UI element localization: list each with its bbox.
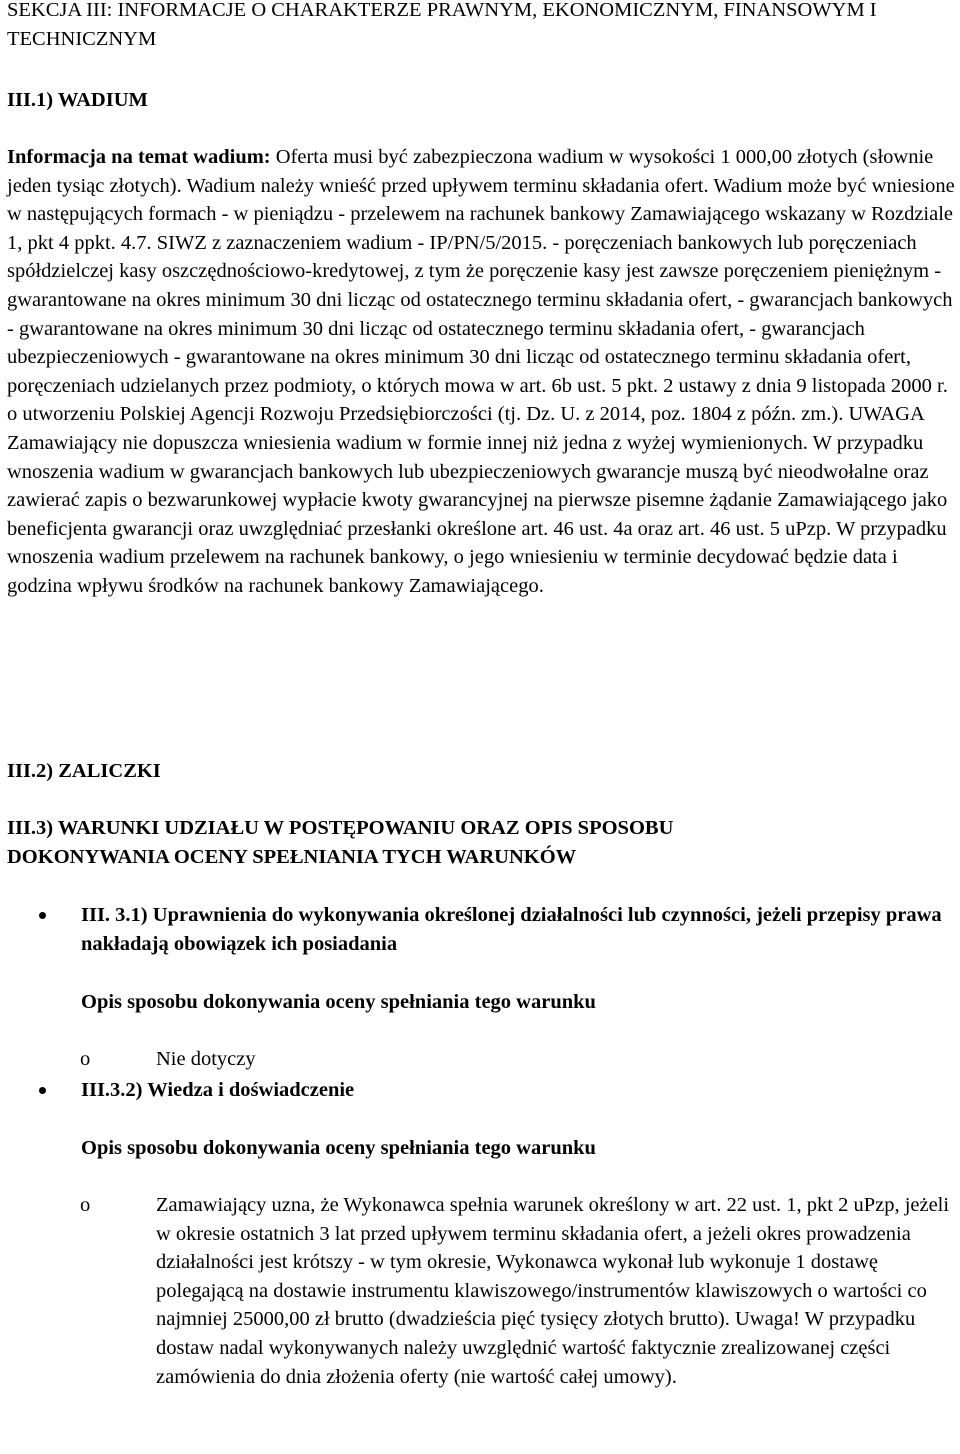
circle-bullet-icon: o [80,1194,91,1216]
section-title: SEKCJA III: INFORMACJE O CHARAKTERZE PRAWNYM, EKONOMICZNYM, FINANSOWYM I TECHNICZNYM [7,0,877,50]
circle-bullet-icon: o [80,1048,91,1070]
bullet-icon [39,912,46,919]
condition-detail: Zamawiający uzna, że Wykonawca spełnia warunek określony w art. 22 ust. 1, pkt 2 uPzp, jeżeli w okresie ostatnich 3 lat przed upływem terminu składania ofert, a jeżeli okres prowadzenia działalności jest krótszy - w tym okresie, Wykonawca wykonał lub wykonuje 1 dostawę polegającą na dostawie instrumentu klawiszowego/instrumentów klawiszowych o wartości co najmniej 25000,00 zł brutto (dwadzieścia pięć tysięcy złotych brutto). Uwaga! W przypadku dostaw nadal wykonywanych należy uwzględnić wartość faktycznie zrealizowanej części zamówienia do dnia złożenia oferty (nie wartość całej umowy). [156,1194,950,1388]
condition-title: III. 3.1) Uprawnienia do wykonywania określonej działalności lub czynności, jeżeli przepisy prawa nakładają obowiązek ich posiadania [81,904,942,955]
wadium-paragraph [7,143,957,601]
wadium-label: Informacja na temat wadium: [7,146,271,168]
condition-detail: Nie dotyczy [156,1048,256,1070]
opis-label: Opis sposobu dokonywania oceny spełniania tego warunku [81,1137,596,1159]
warunki-heading-line2: DOKONYWANIA OCENY SPEŁNIANIA TYCH WARUNKÓW [7,846,577,868]
warunki-heading-line1: III.3) WARUNKI UDZIAŁU W POSTĘPOWANIU ORAZ OPIS SPOSOBU [7,817,674,839]
zaliczki-heading: III.2) ZALICZKI [7,760,161,782]
wadium-text: Oferta musi być zabezpieczona wadium w wysokości 1 000,00 złotych (słownie jeden tysiąc złotych). Wadium należy wnieść przed upływem terminu składania ofert. Wadium może być wniesione w następujących formach - w pieniądzu - przelewem na rachunek bankowy Zamawiającego wskazany w Rozdziale 1, pkt 4 ppkt. 4.7. SIWZ z zaznaczeniem wadium - IP/PN/5/2015. - poręczeniach bankowych lub poręczeniach spółdzielczej kasy oszczędnościowo-kredytowej, z tym że poręczenie kasy jest zawsze poręczeniem pieniężnym - gwarantowane na okres minimum 30 dni licząc od ostatecznego terminu składania ofert, - gwarancjach bankowych - gwarantowane na okres minimum 30 dni licząc od ostatecznego terminu składania ofert, - gwarancjach ubezpieczeniowych - gwarantowane na okres minimum 30 dni licząc od ostatecznego terminu składania ofert, poręczeniach udzielanych przez podmioty, o których mowa w art. 6b ust. 5 pkt. 2 ustawy z dnia 9 listopada 2000 r. o utworzeniu Polskiej Agencji Rozwoju Przedsiębiorczości (tj. Dz. U. z 2014, poz. 1804 z późn. zm.). UWAGA Zamawiający nie dopuszcza wniesienia wadium w formie innej niż jedna z wyżej wymienionych. W przypadku wnoszenia wadium w gwarancjach bankowych lub ubezpieczeniowych gwarancje muszą być nieodwołalne oraz zawierać zapis o bezwarunkowej wypłacie kwoty gwarancyjnej na pierwsze pisemne żądanie Zamawiającego jako beneficjenta gwarancji oraz uwzględniać przesłanki określone art. 46 ust. 4a oraz art. 46 ust. 5 uPzp. W przypadku wnoszenia wadium przelewem na rachunek bankowy, o jego wniesieniu w terminie decydować będzie data i godzina wpływu środków na rachunek bankowy Zamawiającego. [7,146,955,597]
opis-label: Opis sposobu dokonywania oceny spełniania tego warunku [81,991,596,1013]
wadium-heading: III.1) WADIUM [7,89,148,111]
condition-title: III.3.2) Wiedza i doświadczenie [81,1079,355,1101]
bullet-icon [39,1087,46,1094]
